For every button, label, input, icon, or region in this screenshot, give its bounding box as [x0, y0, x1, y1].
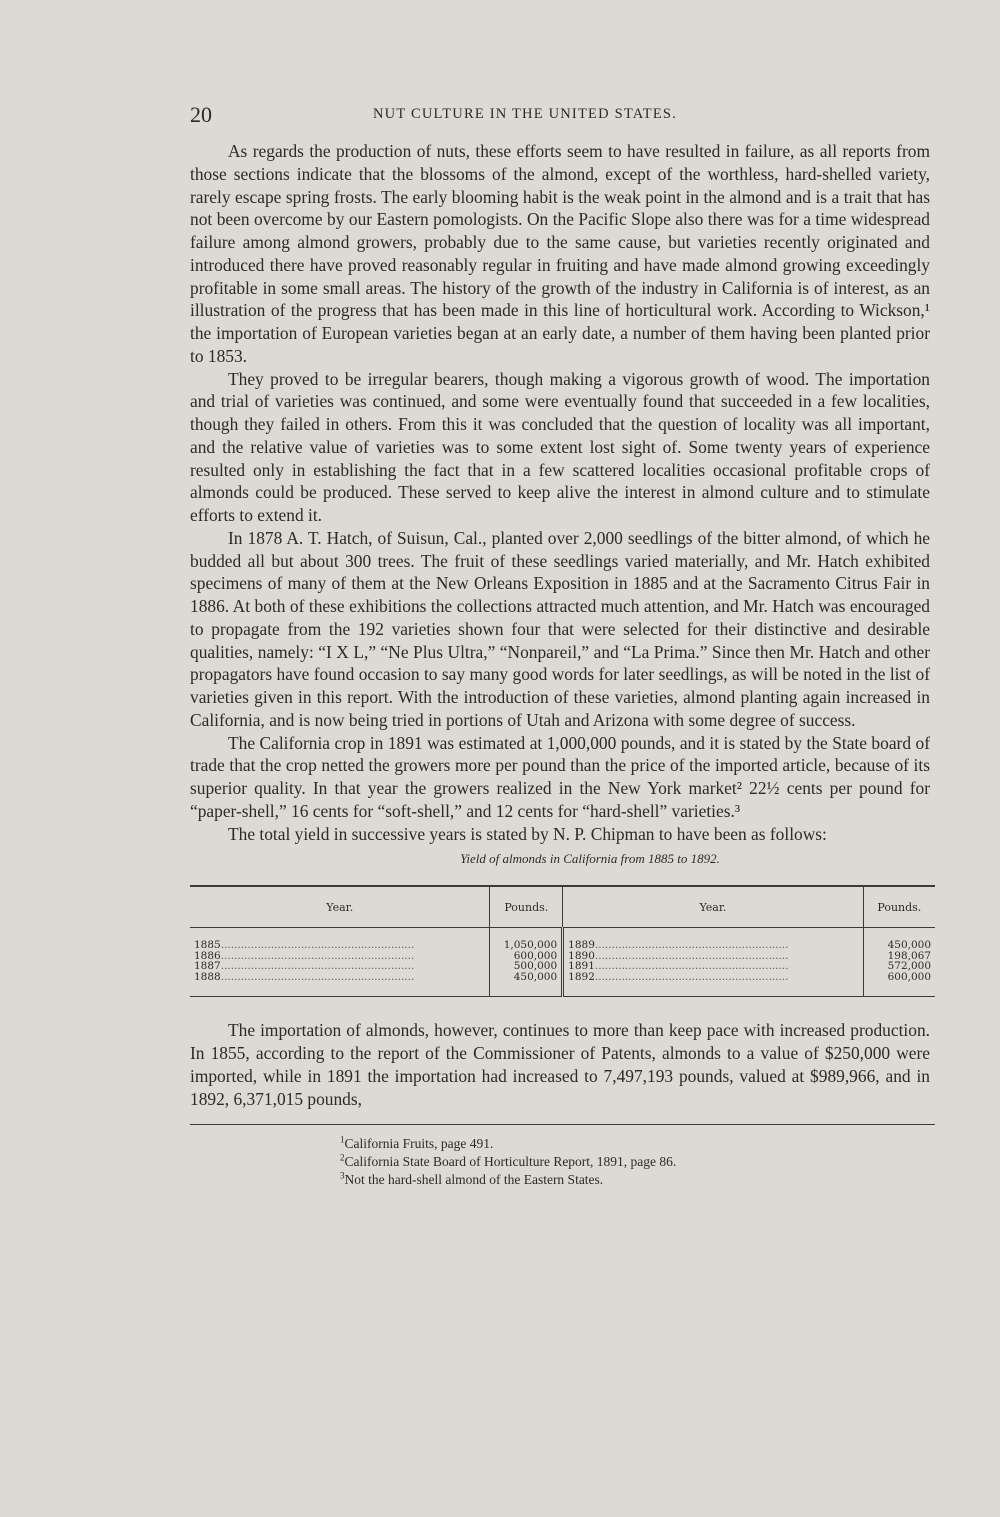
yield-table [190, 885, 935, 997]
table-header: Pounds. [863, 886, 935, 928]
paragraph: The California crop in 1891 was estimated at 1,000,000 pounds, and it is stated by the State board of trade that the crop netted the growers more per pound than the price of the imported article, because of its superior quality. In that year the growers realized in the New York market² 22½ cents per pound for “paper-shell,” 16 cents for “soft-shell,” and 12 cents for “hard-shell” varieties.³ [190, 732, 930, 821]
paragraph: As regards the production of nuts, these efforts seem to have resulted in failure, as all reports from those sections indicate that the blossoms of the almond, except of the worthless, hard-shelled variety, rarely escape spring frosts. The early blooming habit is the weak point in the almond and is a trait that has not been overcome by our Eastern pomologists. On the Pacific Slope also there was for a time widespread failure among almond growers, probably due to the same cause, but varieties recently originated and introduced there have proved reasonably regular in fruiting and have made almond growing exceedingly profitable in some small areas. The history of the growth of the industry in California is of interest, as an illustration of the progress that has been made in this line of horticultural work. According to Wickson,¹ the importation of European varieties began at an early date, a number of them having been planted prior to 1853. [190, 141, 930, 366]
dot-leader: .......................................................... [594, 960, 789, 973]
page-number: 20 [190, 102, 212, 127]
footnote: $^2$California State Board of Horticulture Report, 1891, page 86. [340, 1152, 677, 1170]
dot-leader: .......................................................... [594, 939, 789, 952]
table-header: Year. [190, 886, 490, 928]
paragraph: The total yield in successive years is stated by N. P. Chipman to have been as follows: [228, 823, 827, 844]
paragraph: In 1878 A. T. Hatch, of Suisun, Cal., planted over 2,000 seedlings of the bitter almond, of which he budded all but about 300 trees. The fruit of these seedlings varied materially, and Mr. Hatch exhibited specimens of many of them at the New Orleans Exposition in 1885 and at the Sacramento Citrus Fair in 1886. At both of these exhibitions the collections attracted much attention, and Mr. Hatch was encouraged to propagate from the 192 varieties shown four that were selected for their distinctive and desirable qualities, namely: “I X L,” “Ne Plus Ultra,” “Nonpareil,” and “La Prima.” Since then Mr. Hatch and other propagators have found occasion to say many good words for later seedlings, as will be noted in the list of varieties given in this report. With the introduction of these varieties, almond planting again increased in California, and is now being tried in portions of Utah and Arizona with some degree of success. [190, 527, 930, 730]
dot-leader: .......................................................... [594, 970, 789, 983]
table-cell-pounds: 1,050,000 600,000 500,000 450,000 [490, 928, 563, 997]
footnote: $^1$California Fruits, page 491. [340, 1134, 494, 1152]
dot-leader: .......................................................... [220, 960, 415, 973]
table-cell-pounds: 450,000 198,067 572,000 600,000 [863, 928, 935, 997]
dot-leader: .......................................................... [220, 939, 415, 952]
table-cell-years: 1885.......................................................... 1886.......................................................... 1887.......................................................... 1888.......................................................... [194, 939, 415, 983]
paragraph: The importation of almonds, however, continues to more than keep pace with increased production. In 1855, according to the report of the Commissioner of Patents, almonds to a value of $250,000 were imported, while in 1891 the importation had increased to 7,497,193 pounds, valued at $989,966, and in 1892, 6,371,015 pounds, [190, 1020, 930, 1109]
paragraph: They proved to be irregular bearers, though making a vigorous growth of wood. The importation and trial of varieties was continued, and some were eventually found that succeeded in a few localities, though they failed in others. From this it was concluded that the question of locality was all important, and the relative value of varieties was to some extent lost sight of. Some twenty years of experience resulted only in establishing the fact that in a few scattered localities occasional profitable crops of almonds could be produced. These served to keep alive the interest in almond culture and to stimulate efforts to extend it. [190, 368, 930, 525]
footnotes [340, 1135, 930, 1189]
footnote-rule [190, 1124, 935, 1125]
running-head: NUT CULTURE IN THE UNITED STATES. [373, 106, 677, 122]
dot-leader: .......................................................... [594, 949, 789, 962]
page-body [190, 140, 930, 1189]
table-caption: Yield of almonds in California from 1885 to 1892. [460, 851, 720, 867]
footnote: $^3$Not the hard-shell almond of the Eastern States. [340, 1170, 604, 1188]
table-header: Pounds. [490, 886, 563, 928]
table-cell-years: 1889.......................................................... 1890.......................................................... 1891.......................................................... 1892.......................................................... [563, 928, 864, 997]
table-header: Year. [563, 886, 864, 928]
page-header [190, 100, 930, 130]
dot-leader: .......................................................... [220, 949, 415, 962]
dot-leader: .......................................................... [220, 970, 415, 983]
